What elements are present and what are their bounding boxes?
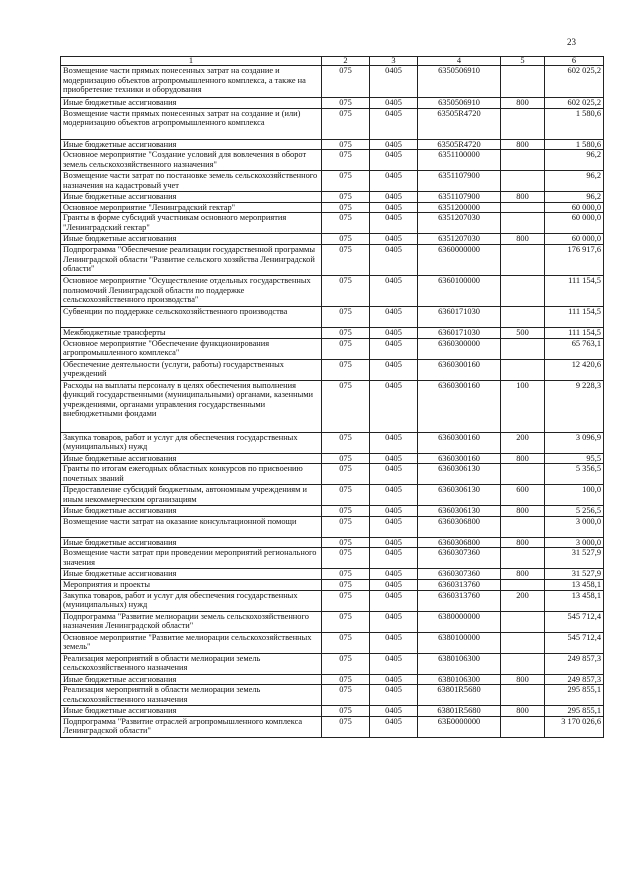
row-name: Иные бюджетные ассигнования: [61, 192, 322, 203]
row-code-section: 0405: [370, 674, 418, 685]
table-row: [61, 464, 604, 485]
row-name: Иные бюджетные ассигнования: [61, 537, 322, 548]
row-code-section: 0405: [370, 590, 418, 611]
row-name: Мероприятия и проекты: [61, 579, 322, 590]
row-code-target: 6351207030: [418, 213, 501, 234]
row-code-section: 0405: [370, 432, 418, 453]
row-code-ministry: 075: [322, 108, 370, 139]
row-amount: 602 025,2: [545, 98, 604, 109]
row-code-expense: [501, 611, 545, 632]
row-amount: 249 857,3: [545, 653, 604, 674]
row-name: Закупка товаров, работ и услуг для обеспечения государственных (муниципальных) нужд: [61, 590, 322, 611]
column-header: 6: [545, 57, 604, 66]
row-code-target: 6360171030: [418, 306, 501, 327]
row-amount: 13 458,1: [545, 579, 604, 590]
row-code-section: 0405: [370, 653, 418, 674]
row-code-target: 63801R5680: [418, 706, 501, 717]
row-code-section: 0405: [370, 275, 418, 306]
row-code-expense: [501, 213, 545, 234]
row-code-expense: [501, 716, 545, 737]
row-code-target: 6351100000: [418, 150, 501, 171]
row-code-target: 6360313760: [418, 590, 501, 611]
row-code-target: 6350506910: [418, 98, 501, 109]
row-name: Предоставление субсидий бюджетным, автономным учреждениям и иным некоммерческим организациям: [61, 485, 322, 506]
row-amount: 12 420,6: [545, 359, 604, 380]
row-code-expense: [501, 516, 545, 537]
row-code-ministry: 075: [322, 590, 370, 611]
row-code-target: 6360300160: [418, 380, 501, 432]
row-name: Обеспечение деятельности (услуги, работы) государственных учреждений: [61, 359, 322, 380]
row-code-ministry: 075: [322, 380, 370, 432]
row-code-section: 0405: [370, 150, 418, 171]
row-name: Возмещение части прямых понесенных затрат на создание и (или) модернизацию объектов агропромышленного комплекса: [61, 108, 322, 139]
row-name: Возмещение части затрат на оказание консультационной помощи: [61, 516, 322, 537]
row-name: Межбюджетные трансферты: [61, 327, 322, 338]
table-row: [61, 653, 604, 674]
table-row: [61, 432, 604, 453]
row-name: Иные бюджетные ассигнования: [61, 569, 322, 580]
row-code-ministry: 075: [322, 464, 370, 485]
column-header: 1: [61, 57, 322, 66]
row-name: Иные бюджетные ассигнования: [61, 234, 322, 245]
table-row: [61, 611, 604, 632]
row-code-section: 0405: [370, 244, 418, 275]
row-amount: 60 000,0: [545, 213, 604, 234]
row-code-target: 6360306800: [418, 537, 501, 548]
row-amount: 100,0: [545, 485, 604, 506]
row-amount: 3 096,9: [545, 432, 604, 453]
row-code-section: 0405: [370, 485, 418, 506]
table-row: [61, 192, 604, 203]
row-code-ministry: 075: [322, 653, 370, 674]
table-row: [61, 516, 604, 537]
row-code-expense: 800: [501, 706, 545, 717]
row-amount: 176 917,6: [545, 244, 604, 275]
row-name: Подпрограмма "Обеспечение реализации государственной программы Ленинградской области "Развитие сельского хозяйства Ленинградской области": [61, 244, 322, 275]
table-row: [61, 139, 604, 150]
row-code-expense: 500: [501, 327, 545, 338]
row-code-section: 0405: [370, 706, 418, 717]
row-code-expense: [501, 66, 545, 98]
row-amount: 545 712,4: [545, 611, 604, 632]
row-name: Подпрограмма "Развитие отраслей агропромышленного комплекса Ленинградской области": [61, 716, 322, 737]
row-code-expense: [501, 359, 545, 380]
column-header: 5: [501, 57, 545, 66]
table-row: [61, 150, 604, 171]
row-code-target: 6380000000: [418, 611, 501, 632]
row-code-expense: 800: [501, 98, 545, 109]
row-name: Субвенции по поддержке сельскохозяйственного производства: [61, 306, 322, 327]
row-code-expense: 800: [501, 674, 545, 685]
row-code-ministry: 075: [322, 338, 370, 359]
row-code-target: 6380100000: [418, 632, 501, 653]
row-code-ministry: 075: [322, 516, 370, 537]
table-row: [61, 213, 604, 234]
row-code-ministry: 075: [322, 359, 370, 380]
table-row: [61, 327, 604, 338]
table-row: [61, 66, 604, 98]
row-amount: 95,5: [545, 453, 604, 464]
row-code-ministry: 075: [322, 306, 370, 327]
row-amount: 5 256,5: [545, 506, 604, 517]
row-amount: 31 527,9: [545, 548, 604, 569]
row-name: Гранты по итогам ежегодных областных конкурсов по присвоению почетных званий: [61, 464, 322, 485]
row-amount: 1 580,6: [545, 139, 604, 150]
row-code-target: 6360300160: [418, 453, 501, 464]
row-code-ministry: 075: [322, 685, 370, 706]
row-code-target: 63Б0000000: [418, 716, 501, 737]
row-amount: 96,2: [545, 150, 604, 171]
table-row: [61, 685, 604, 706]
row-code-target: 6380106300: [418, 653, 501, 674]
row-name: Возмещение части прямых понесенных затрат на создание и модернизацию объектов агропромышленного комплекса, а также на приобретение техники и оборудования: [61, 66, 322, 98]
row-code-target: 6360307360: [418, 569, 501, 580]
row-name: Расходы на выплаты персоналу в целях обеспечения выполнения функций государственными (муниципальными) органами, казенными учреждениями, органами управления государственными внебюджетными фондами: [61, 380, 322, 432]
row-code-ministry: 075: [322, 548, 370, 569]
row-code-expense: [501, 171, 545, 192]
row-code-ministry: 075: [322, 632, 370, 653]
row-code-expense: 800: [501, 139, 545, 150]
row-name: Реализация мероприятий в области мелиорации земель сельскохозяйственного назначения: [61, 653, 322, 674]
row-code-ministry: 075: [322, 537, 370, 548]
row-code-section: 0405: [370, 632, 418, 653]
row-code-ministry: 075: [322, 716, 370, 737]
row-name: Иные бюджетные ассигнования: [61, 706, 322, 717]
row-name: Иные бюджетные ассигнования: [61, 453, 322, 464]
table-row: [61, 338, 604, 359]
row-name: Гранты в форме субсидий участникам основного мероприятия "Ленинградский гектар": [61, 213, 322, 234]
row-code-expense: [501, 464, 545, 485]
row-name: Возмещение части затрат по постановке земель сельскохозяйственного назначения на кадастровый учет: [61, 171, 322, 192]
row-amount: 1 580,6: [545, 108, 604, 139]
row-code-ministry: 075: [322, 506, 370, 517]
row-name: Иные бюджетные ассигнования: [61, 674, 322, 685]
table-row: [61, 674, 604, 685]
row-code-target: 6351107900: [418, 171, 501, 192]
row-code-expense: 800: [501, 453, 545, 464]
table-row: [61, 453, 604, 464]
table-row: [61, 234, 604, 245]
row-code-expense: [501, 306, 545, 327]
row-amount: 3 000,0: [545, 537, 604, 548]
row-code-section: 0405: [370, 327, 418, 338]
row-code-ministry: 075: [322, 213, 370, 234]
row-name: Иные бюджетные ассигнования: [61, 139, 322, 150]
table-header: [61, 57, 604, 66]
table-row: [61, 98, 604, 109]
table-row: [61, 244, 604, 275]
row-code-ministry: 075: [322, 674, 370, 685]
row-code-ministry: 075: [322, 706, 370, 717]
row-amount: 65 763,1: [545, 338, 604, 359]
row-amount: 295 855,1: [545, 685, 604, 706]
column-header: 2: [322, 57, 370, 66]
row-code-ministry: 075: [322, 171, 370, 192]
row-code-section: 0405: [370, 548, 418, 569]
row-name: Иные бюджетные ассигнования: [61, 98, 322, 109]
table-row: [61, 716, 604, 737]
row-amount: 111 154,5: [545, 306, 604, 327]
row-amount: 5 356,5: [545, 464, 604, 485]
table-row: [61, 632, 604, 653]
row-code-expense: [501, 244, 545, 275]
row-amount: 295 855,1: [545, 706, 604, 717]
row-name: Основное мероприятие "Создание условий для вовлечения в оборот земель сельскохозяйственного назначения": [61, 150, 322, 171]
row-code-section: 0405: [370, 66, 418, 98]
row-amount: 9 228,3: [545, 380, 604, 432]
row-code-target: 6360313760: [418, 579, 501, 590]
row-code-section: 0405: [370, 685, 418, 706]
row-code-section: 0405: [370, 202, 418, 213]
row-code-expense: 800: [501, 569, 545, 580]
row-code-target: 6351107900: [418, 192, 501, 203]
row-name: Основное мероприятие "Ленинградский гектар": [61, 202, 322, 213]
row-code-section: 0405: [370, 464, 418, 485]
row-code-target: 6360307360: [418, 548, 501, 569]
row-code-section: 0405: [370, 359, 418, 380]
row-code-target: 6360100000: [418, 275, 501, 306]
row-code-ministry: 075: [322, 98, 370, 109]
table-row: [61, 359, 604, 380]
budget-table: [60, 56, 604, 738]
column-header: 4: [418, 57, 501, 66]
table-row: [61, 485, 604, 506]
row-code-target: 6360171030: [418, 327, 501, 338]
row-code-expense: [501, 548, 545, 569]
row-amount: 545 712,4: [545, 632, 604, 653]
row-code-section: 0405: [370, 611, 418, 632]
row-code-ministry: 075: [322, 150, 370, 171]
row-code-expense: [501, 108, 545, 139]
header-row: [61, 57, 604, 66]
row-code-expense: 200: [501, 590, 545, 611]
row-name: Закупка товаров, работ и услуг для обеспечения государственных (муниципальных) нужд: [61, 432, 322, 453]
row-code-target: 6360300160: [418, 432, 501, 453]
row-code-expense: [501, 579, 545, 590]
row-code-target: 6360306130: [418, 464, 501, 485]
table-row: [61, 108, 604, 139]
row-amount: 111 154,5: [545, 275, 604, 306]
table-row: [61, 506, 604, 517]
row-name: Возмещение части затрат при проведении мероприятий регионального значения: [61, 548, 322, 569]
row-code-ministry: 075: [322, 432, 370, 453]
row-code-section: 0405: [370, 453, 418, 464]
row-code-ministry: 075: [322, 569, 370, 580]
row-code-section: 0405: [370, 516, 418, 537]
row-code-section: 0405: [370, 171, 418, 192]
row-code-section: 0405: [370, 716, 418, 737]
row-code-section: 0405: [370, 338, 418, 359]
column-header: 3: [370, 57, 418, 66]
row-code-expense: 800: [501, 192, 545, 203]
row-code-ministry: 075: [322, 244, 370, 275]
row-code-ministry: 075: [322, 234, 370, 245]
row-code-expense: 200: [501, 432, 545, 453]
row-name: Иные бюджетные ассигнования: [61, 506, 322, 517]
table-row: [61, 706, 604, 717]
row-amount: 249 857,3: [545, 674, 604, 685]
row-code-section: 0405: [370, 108, 418, 139]
row-name: Реализация мероприятий в области мелиорации земель сельскохозяйственного назначения: [61, 685, 322, 706]
row-code-target: 6350506910: [418, 66, 501, 98]
row-code-expense: [501, 632, 545, 653]
row-code-target: 6360306130: [418, 485, 501, 506]
row-code-target: 6360306800: [418, 516, 501, 537]
row-code-target: 6360306130: [418, 506, 501, 517]
row-code-section: 0405: [370, 380, 418, 432]
row-code-section: 0405: [370, 234, 418, 245]
row-code-section: 0405: [370, 569, 418, 580]
row-amount: 96,2: [545, 192, 604, 203]
row-code-expense: [501, 685, 545, 706]
row-code-ministry: 075: [322, 611, 370, 632]
table-row: [61, 171, 604, 192]
row-amount: 13 458,1: [545, 590, 604, 611]
row-amount: 3 170 026,6: [545, 716, 604, 737]
row-code-ministry: 075: [322, 327, 370, 338]
row-code-ministry: 075: [322, 66, 370, 98]
row-name: Подпрограмма "Развитие мелиорации земель сельскохозяйственного назначения Ленинградской области": [61, 611, 322, 632]
row-code-ministry: 075: [322, 485, 370, 506]
row-code-section: 0405: [370, 139, 418, 150]
row-code-expense: [501, 653, 545, 674]
row-code-ministry: 075: [322, 202, 370, 213]
row-name: Основное мероприятие "Обеспечение функционирования агропромышленного комплекса": [61, 338, 322, 359]
row-name: Основное мероприятие "Осуществление отдельных государственных полномочий Ленинградской области по поддержке сельскохозяйственного производства": [61, 275, 322, 306]
row-amount: 96,2: [545, 171, 604, 192]
row-name: Основное мероприятие "Развитие мелиорации сельскохозяйственных земель": [61, 632, 322, 653]
table-row: [61, 202, 604, 213]
row-code-ministry: 075: [322, 275, 370, 306]
row-code-expense: [501, 338, 545, 359]
row-code-expense: 100: [501, 380, 545, 432]
row-amount: 111 154,5: [545, 327, 604, 338]
row-code-target: 63801R5680: [418, 685, 501, 706]
row-code-section: 0405: [370, 98, 418, 109]
row-code-target: 6351207030: [418, 234, 501, 245]
table-body: [61, 66, 604, 738]
table-row: [61, 537, 604, 548]
row-amount: 60 000,0: [545, 234, 604, 245]
row-code-ministry: 075: [322, 453, 370, 464]
table-row: [61, 275, 604, 306]
table-row: [61, 380, 604, 432]
row-code-section: 0405: [370, 306, 418, 327]
row-code-expense: 600: [501, 485, 545, 506]
row-code-section: 0405: [370, 192, 418, 203]
row-code-target: 63505R4720: [418, 108, 501, 139]
table-row: [61, 306, 604, 327]
row-code-section: 0405: [370, 506, 418, 517]
table-row: [61, 579, 604, 590]
page-number: 23: [567, 37, 576, 47]
row-code-target: 6360300000: [418, 338, 501, 359]
row-amount: 60 000,0: [545, 202, 604, 213]
row-code-ministry: 075: [322, 579, 370, 590]
row-code-expense: [501, 202, 545, 213]
row-code-expense: 800: [501, 506, 545, 517]
row-code-target: 6351200000: [418, 202, 501, 213]
row-code-section: 0405: [370, 537, 418, 548]
row-code-expense: [501, 275, 545, 306]
table-row: [61, 569, 604, 580]
row-code-section: 0405: [370, 579, 418, 590]
table-row: [61, 548, 604, 569]
row-code-expense: [501, 150, 545, 171]
row-amount: 602 025,2: [545, 66, 604, 98]
row-code-expense: 800: [501, 537, 545, 548]
row-code-section: 0405: [370, 213, 418, 234]
row-code-target: 6360300160: [418, 359, 501, 380]
row-code-ministry: 075: [322, 139, 370, 150]
row-amount: 3 000,0: [545, 516, 604, 537]
row-code-target: 63505R4720: [418, 139, 501, 150]
table-row: [61, 590, 604, 611]
row-code-ministry: 075: [322, 192, 370, 203]
row-amount: 31 527,9: [545, 569, 604, 580]
row-code-expense: 800: [501, 234, 545, 245]
row-code-target: 6380106300: [418, 674, 501, 685]
row-code-target: 6360000000: [418, 244, 501, 275]
